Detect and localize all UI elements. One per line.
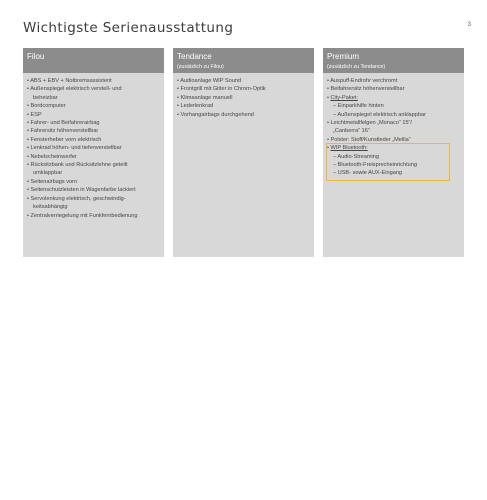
list-item: • ABS + EBV + Notbremsassistent <box>27 78 112 84</box>
column-subtitle: (zusätzlich zu Tendance) <box>327 64 386 70</box>
list-item: • Rücksitzbank und Rücksitzlehne geteilt <box>27 162 128 169</box>
list-item: – Audio-Streaming <box>333 153 380 160</box>
column-header <box>323 48 464 73</box>
list-item: • Seitenairbags vorn <box>27 178 78 185</box>
page-number: 3 <box>467 22 471 28</box>
list-item: – Einparkhilfe hinten <box>333 103 384 110</box>
list-item: • Beifahrersitz höhenverstellbar <box>327 86 405 93</box>
list-item: – USB- sowie AUX-Eingang <box>333 170 403 177</box>
list-item: • Fahrer- und Beifahrerairbag <box>27 120 100 127</box>
list-item: • City-Paket: <box>327 94 358 101</box>
column-item-list <box>173 73 314 123</box>
list-item: • Leichtmetallfelgen „Monaco” 15”/ <box>327 120 412 127</box>
column-title: Tendance <box>177 52 212 61</box>
column-header <box>23 48 164 73</box>
list-item: „Canberra” 16” <box>333 128 370 135</box>
column-header <box>173 48 314 73</box>
list-item: • Bordcomputer <box>27 103 66 110</box>
list-item: • Polster: Stoff/Kunstleder „Melila” <box>327 136 411 143</box>
list-item: • Nebelscheinwerfer <box>27 153 77 160</box>
list-item: • Servolenkung elektrisch, geschwindig- <box>27 195 126 202</box>
column-title: Filou <box>27 52 45 61</box>
column-item-list <box>23 73 164 224</box>
list-item: • ESP <box>27 111 42 118</box>
column-subtitle: (zusätzlich zu Filou) <box>177 64 224 70</box>
column-tendance <box>173 48 314 257</box>
list-item: • Fahrersitz höhenverstellbar <box>27 128 99 135</box>
list-item: • Vorhangairbags durchgehend <box>177 111 254 118</box>
list-item: • Klimaanlage manuell <box>177 94 233 101</box>
list-item: • Lenkrad höhen- und tiefenverstellbar <box>27 145 122 152</box>
list-item: • WIP Bluetooth: <box>327 145 368 152</box>
column-filou <box>23 48 164 257</box>
list-item: • Frontgrill mit Gitter in Chrom-Optik <box>177 86 266 93</box>
list-item: • Außenspiegel elektrisch verstell- und <box>27 86 122 93</box>
list-item: keitsabhängig <box>33 204 68 211</box>
column-title: Premium <box>327 52 360 61</box>
list-item: • Seitenschutzleisten in Wagenfarbe lackiert <box>27 187 136 194</box>
list-item: – Bluetooth-Freisprecheinrichtung <box>333 162 417 169</box>
list-item: – Außenspiegel elektrisch anklappbar <box>333 111 426 118</box>
list-item: • Fensterheber vorn elektrisch <box>27 136 102 143</box>
list-item: umklappbar <box>33 170 63 177</box>
list-item: • Audioanlage WIP Sound <box>177 78 242 84</box>
list-item: • Lederlenkrad <box>177 103 214 110</box>
bluetooth-highlight-box <box>326 143 450 181</box>
list-item: • Zentralverriegelung mit Funkfernbedienung <box>27 212 138 219</box>
page-title: Wichtigste Serienausstattung <box>23 20 234 36</box>
list-item: beheizbar <box>33 94 58 101</box>
list-item: • Auspuff-Endrohr verchromt <box>327 78 398 84</box>
